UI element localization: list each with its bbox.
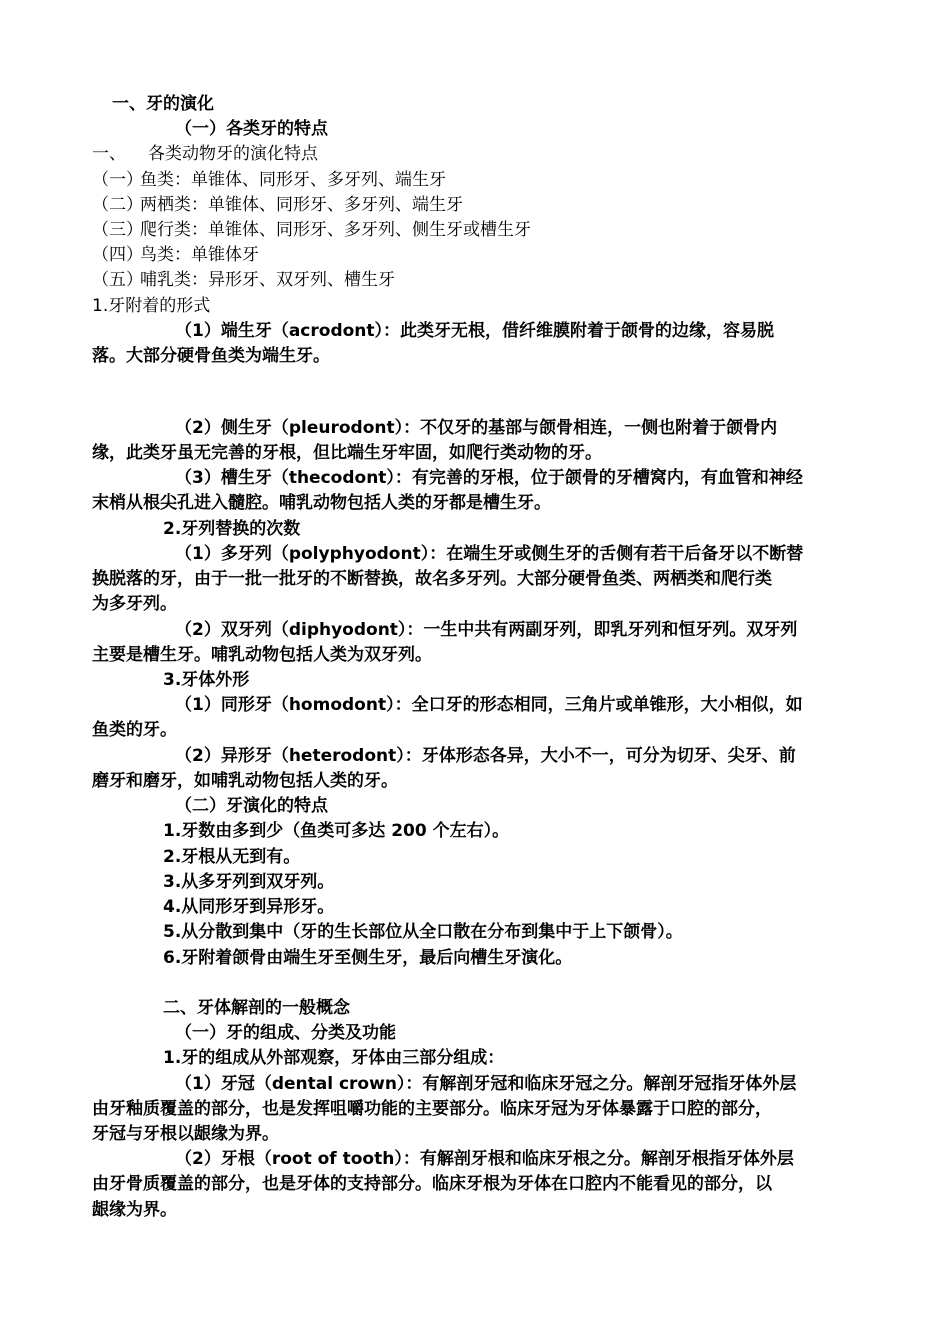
paragraph-line: 换脱落的牙，由于一批一批牙的不断替换，故名多牙列。大部分硬骨鱼类、两栖类和爬行类 <box>92 569 772 589</box>
list-item <box>92 268 862 293</box>
paragraph-line: （2）异形牙（heterodont）：牙体形态各异，大小不一，可分为切牙、尖牙、前 <box>175 746 796 766</box>
subsection-title: 1.牙的组成从外部观察，牙体由三部分组成： <box>163 1048 505 1068</box>
paragraph-line: 落。大部分硬骨鱼类为端生牙。 <box>92 346 330 366</box>
list-text: 两栖类：单锥体、同形牙、多牙列、端生牙 <box>140 195 463 215</box>
list-label: （四） <box>92 245 143 265</box>
subsection-title: 2.牙列替换的次数 <box>163 519 301 539</box>
list-label: （二） <box>92 195 143 215</box>
list-label: （五） <box>92 270 143 290</box>
paragraph-line: （2）侧生牙（pleurodont）：不仅牙的基部与颌骨相连，一侧也附着于颌骨内 <box>175 418 778 438</box>
heading-1-2: （二）牙演化的特点 <box>175 796 328 816</box>
heading-2: 二、牙体解剖的一般概念 <box>163 998 350 1018</box>
list-text: 爬行类：单锥体、同形牙、多牙列、侧生牙或槽生牙 <box>140 220 531 240</box>
paragraph-line: （1）同形牙（homodont）：全口牙的形态相同，三角片或单锥形，大小相似，如 <box>175 695 803 715</box>
list-label: （一） <box>92 170 143 190</box>
list-item: 5.从分散到集中（牙的生长部位从全口散在分布到集中于上下颌骨）。 <box>163 922 683 942</box>
paragraph-line: 末梢从根尖孔进入髓腔。哺乳动物包括人类的牙都是槽生牙。 <box>92 493 551 513</box>
paragraph-line: 主要是槽生牙。哺乳动物包括人类为双牙列。 <box>92 645 432 665</box>
list-text: 哺乳类：异形牙、双牙列、槽生牙 <box>140 270 395 290</box>
list-item: 3.从多牙列到双牙列。 <box>163 872 335 892</box>
list-text: 鸟类：单锥体牙 <box>140 245 259 265</box>
section-text: 各类动物牙的演化特点 <box>148 144 318 164</box>
paragraph-line: 龈缘为界。 <box>92 1200 177 1220</box>
list-item <box>92 218 862 243</box>
paragraph-line: 由牙釉质覆盖的部分，也是发挥咀嚼功能的主要部分。临床牙冠为牙体暴露于口腔的部分， <box>92 1099 772 1119</box>
paragraph-line: 磨牙和磨牙，如哺乳动物包括人类的牙。 <box>92 771 398 791</box>
subsection-title: 3.牙体外形 <box>163 670 250 690</box>
paragraph-line: 牙冠与牙根以龈缘为界。 <box>92 1124 279 1144</box>
list-item: 2.牙根从无到有。 <box>163 847 301 867</box>
list-item <box>92 168 862 193</box>
list-item: 6.牙附着颌骨由端生牙至侧生牙，最后向槽生牙演化。 <box>163 948 573 968</box>
list-item <box>92 193 862 218</box>
list-text: 鱼类：单锥体、同形牙、多牙列、端生牙 <box>140 170 446 190</box>
paragraph-line: 鱼类的牙。 <box>92 720 177 740</box>
heading-2-1: （一）牙的组成、分类及功能 <box>175 1023 396 1043</box>
heading-1-1: （一）各类牙的特点 <box>175 119 328 139</box>
paragraph-line: （2）牙根（root of tooth）：有解剖牙根和临床牙根之分。解剖牙根指牙体外层 <box>175 1149 794 1169</box>
paragraph-line: （3）槽生牙（thecodont）：有完善的牙根，位于颌骨的牙槽窝内，有血管和神经 <box>175 468 803 488</box>
section-line <box>92 142 862 167</box>
list-item: 1.牙数由多到少（鱼类可多达 200 个左右）。 <box>163 821 510 841</box>
section-number: 一、 <box>92 144 126 164</box>
paragraph-line: 为多牙列。 <box>92 594 177 614</box>
paragraph-line: 缘，此类牙虽无完善的牙根，但比端生牙牢固，如爬行类动物的牙。 <box>92 443 602 463</box>
paragraph-line: （2）双牙列（diphyodont）：一生中共有两副牙列，即乳牙列和恒牙列。双牙列 <box>175 620 798 640</box>
paragraph-line: （1）牙冠（dental crown）：有解剖牙冠和临床牙冠之分。解剖牙冠指牙体外层 <box>175 1074 797 1094</box>
list-label: （三） <box>92 220 143 240</box>
list-item: 4.从同形牙到异形牙。 <box>163 897 335 917</box>
heading-1: 一、牙的演化 <box>112 94 214 114</box>
list-item <box>92 243 862 268</box>
paragraph-line: 由牙骨质覆盖的部分，也是牙体的支持部分。临床牙根为牙体在口腔内不能看见的部分，以 <box>92 1174 772 1194</box>
paragraph-line: （1）端生牙（acrodont）：此类牙无根，借纤维膜附着于颌骨的边缘，容易脱 <box>175 321 775 341</box>
paragraph-line: （1）多牙列（polyphyodont）：在端生牙或侧生牙的舌侧有若干后备牙以不断替 <box>175 544 804 564</box>
subsection-title: 1.牙附着的形式 <box>92 296 211 316</box>
